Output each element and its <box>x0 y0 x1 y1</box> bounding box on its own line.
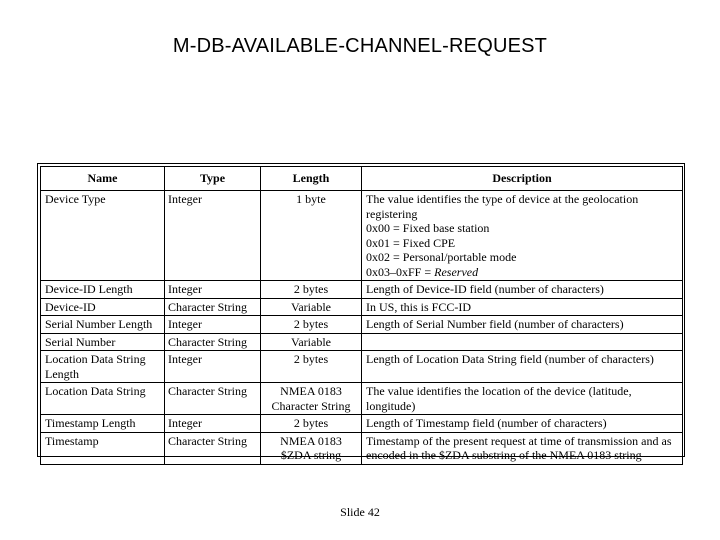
table-row <box>41 298 683 316</box>
table-row <box>41 281 683 299</box>
cell-type: Character String <box>165 432 261 464</box>
table-row <box>41 191 683 281</box>
reserved-range: 0x03–0xFF = <box>366 264 435 279</box>
description-line: 0x00 = Fixed base station <box>366 221 490 235</box>
cell-type: Character String <box>165 298 261 316</box>
slide-title: M-DB-AVAILABLE-CHANNEL-REQUEST <box>172 35 548 57</box>
cell-description <box>362 191 683 281</box>
cell-length: 1 byte <box>261 191 362 281</box>
cell-length: Variable <box>261 298 362 316</box>
cell-name: Device-ID Length <box>41 281 165 299</box>
table-header-row <box>41 167 683 191</box>
header-type: Type <box>165 167 261 191</box>
cell-description: Timestamp of the present request at time of transmission and as encoded in the $ZDA substring of the NMEA 0183 string <box>362 432 683 464</box>
cell-name: Location Data String Length <box>41 351 165 383</box>
cell-type: Integer <box>165 281 261 299</box>
cell-type: Integer <box>165 415 261 433</box>
cell-description: Length of Timestamp field (number of characters) <box>362 415 683 433</box>
header-description: Description <box>362 167 683 191</box>
table-row <box>41 316 683 334</box>
cell-length: Variable <box>261 333 362 351</box>
table-row <box>41 333 683 351</box>
cell-type: Character String <box>165 383 261 415</box>
description-line: 0x01 = Fixed CPE <box>366 235 456 250</box>
table-row <box>41 415 683 433</box>
cell-length: 2 bytes <box>261 351 362 383</box>
cell-name: Timestamp <box>41 432 165 464</box>
cell-description: Length of Serial Number field (number of characters) <box>362 316 683 334</box>
request-fields-table <box>40 166 683 465</box>
cell-name: Device Type <box>41 191 165 281</box>
description-line: 0x02 = Personal/portable mode <box>366 250 517 264</box>
slide-number: Slide 42 <box>340 505 380 519</box>
cell-description: The value identifies the location of the device (latitude, longitude) <box>362 383 683 415</box>
reserved-label: Reserved <box>434 264 479 279</box>
cell-type: Character String <box>165 333 261 351</box>
table-row <box>41 432 683 464</box>
cell-name: Timestamp Length <box>41 415 165 433</box>
cell-type: Integer <box>165 191 261 281</box>
cell-name: Device-ID <box>41 298 165 316</box>
cell-description <box>362 333 683 351</box>
cell-type: Integer <box>165 351 261 383</box>
cell-name: Serial Number Length <box>41 316 165 334</box>
table-row <box>41 351 683 383</box>
cell-length: NMEA 0183 $ZDA string <box>261 432 362 464</box>
cell-type: Integer <box>165 316 261 334</box>
table-frame <box>37 163 685 462</box>
cell-description: Length of Location Data String field (number of characters) <box>362 351 683 383</box>
cell-name: Serial Number <box>41 333 165 351</box>
description-line: The value identifies the type of device at the geolocation registering <box>366 192 639 221</box>
cell-description: Length of Device-ID field (number of characters) <box>362 281 683 299</box>
cell-name: Location Data String <box>41 383 165 415</box>
header-length: Length <box>261 167 362 191</box>
cell-length: 2 bytes <box>261 316 362 334</box>
description-line <box>366 265 678 280</box>
header-name: Name <box>41 167 165 191</box>
cell-length: 2 bytes <box>261 415 362 433</box>
cell-length: NMEA 0183 Character String <box>261 383 362 415</box>
cell-description: In US, this is FCC-ID <box>362 298 683 316</box>
table-row <box>41 383 683 415</box>
cell-length: 2 bytes <box>261 281 362 299</box>
